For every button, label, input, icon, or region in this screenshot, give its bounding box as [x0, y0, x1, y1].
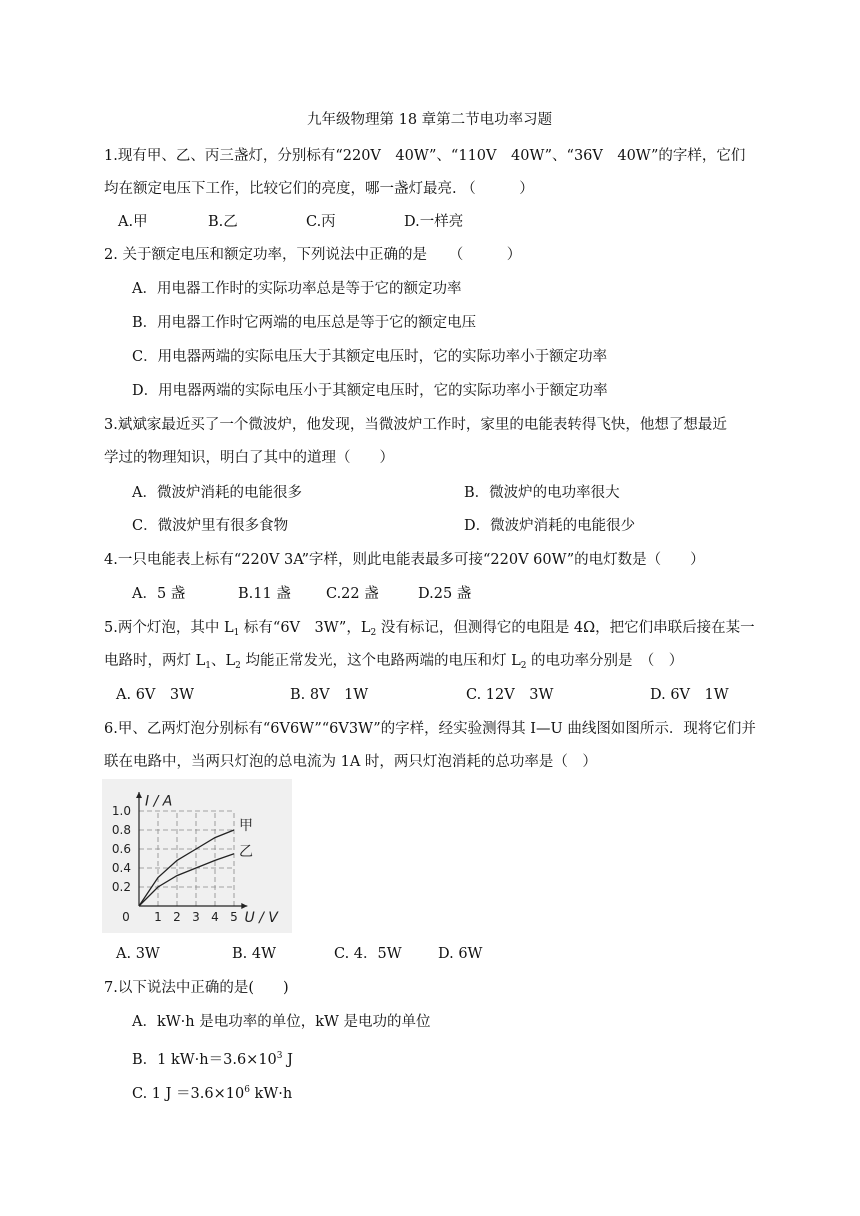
question-2-option-a: A．用电器工作时的实际功率总是等于它的额定功率	[132, 281, 462, 297]
x-tick-label: 0	[122, 910, 130, 924]
x-tick-label: 5	[230, 910, 238, 924]
question-2-option-b: B．用电器工作时它两端的电压总是等于它的额定电压	[132, 315, 477, 331]
y-tick-label: 1.0	[111, 804, 131, 818]
y-axis-arrow	[136, 792, 142, 798]
question-5-option-a: A. 6V 3W	[116, 687, 195, 703]
x-tick-label: 4	[211, 910, 219, 924]
question-4-option-c: C.22 盏	[326, 586, 379, 602]
question-2-option-d: D．用电器两端的实际电压小于其额定电压时，它的实际功率小于额定功率	[132, 383, 608, 399]
question-4-text: 4.一只电能表上标有“220V 3A”字样，则此电能表最多可接“220V 60W”的电灯数是（ ）	[104, 552, 705, 568]
y-tick-label: 0.6	[111, 842, 131, 856]
question-1-text: 1.现有甲、乙、丙三盏灯，分别标有“220V 40W”、“110V 40W”、“36V 40W”的字样，它们	[104, 148, 746, 164]
question-1-option-a: A.甲	[118, 214, 148, 230]
y-tick-label: 0.8	[111, 823, 131, 837]
question-4-option-d: D.25 盏	[418, 586, 472, 602]
question-2-option-c: C．用电器两端的实际电压大于其额定电压时，它的实际功率小于额定功率	[132, 349, 608, 365]
x-axis-arrow	[241, 903, 247, 909]
x-tick-label: 2	[173, 910, 181, 924]
question-5-text: 5.两个灯泡，其中 $L_1$ 标有“6V 3W”，$L_2$ 没有标记，但测得它的电阻是 4Ω，把它们串联后接在某一	[104, 620, 755, 638]
x-axis-label: U / V	[244, 910, 278, 926]
question-6-option-d: D. 6W	[438, 946, 483, 962]
question-7-option-a: A．kW·h 是电功率的单位，kW 是电功的单位	[132, 1014, 431, 1030]
question-6-option-c: C. 4．5W	[334, 946, 402, 962]
question-6-text: 6.甲、乙两灯泡分别标有“6V6W”“6V3W”的字样，经实验测得其 I—U 曲线图如图所示．现将它们并	[104, 721, 756, 737]
series-curve-1	[139, 854, 234, 906]
question-3-option-a: A．微波炉消耗的电能很多	[132, 485, 302, 501]
question-6-option-b: B. 4W	[232, 946, 277, 962]
question-5-text-cont: 电路时，两灯 $L_1$、$L_2$ 均能正常发光，这个电路两端的电压和灯 $L_2$ 的电功率分别是 （ ）	[104, 653, 684, 671]
question-5-option-d: D. 6V 1W	[650, 687, 729, 703]
question-1-option-b: B.乙	[208, 214, 238, 230]
question-3-option-d: D．微波炉消耗的电能很少	[464, 518, 636, 534]
question-7-option-b: B．1 $kW\cdot h=3.6\times 10^3$ J	[132, 1051, 293, 1068]
question-6-option-a: A. 3W	[116, 946, 160, 962]
question-5-option-b: B. 8V 1W	[290, 687, 369, 703]
question-6-text-cont: 联在电路中，当两只灯泡的总电流为 1A 时，两只灯泡消耗的总功率是（ ）	[104, 754, 597, 770]
question-2-text: 2. 关于额定电压和额定功率，下列说法中正确的是 （ ）	[104, 247, 522, 263]
question-3-text: 3.斌斌家最近买了一个微波炉，他发现，当微波炉工作时，家里的电能表转得飞快，他想了想最近	[104, 417, 727, 433]
question-1-option-d: D.一样亮	[404, 214, 464, 230]
question-1-text-cont: 均在额定电压下工作，比较它们的亮度，哪一盏灯最亮. （ ）	[104, 181, 534, 197]
question-3-option-b: B．微波炉的电功率很大	[464, 485, 620, 501]
question-5-option-c: C. 12V 3W	[466, 687, 554, 703]
question-4-option-a: A．5 盏	[132, 586, 186, 602]
question-7-text: 7.以下说法中正确的是( )	[104, 980, 289, 996]
x-tick-label: 1	[154, 910, 162, 924]
x-tick-label: 3	[192, 910, 200, 924]
question-3-text-cont: 学过的物理知识，明白了其中的道理（ ）	[104, 450, 394, 466]
y-tick-label: 0.4	[111, 861, 131, 875]
y-tick-label: 0.2	[111, 880, 131, 894]
iu-curve-graph	[102, 779, 292, 933]
y-axis-label: I / A	[145, 793, 173, 810]
question-7-option-c: C. 1 $J =3.6\times 10^6$ kW·h	[132, 1085, 293, 1102]
question-3-option-c: C．微波炉里有很多食物	[132, 518, 289, 534]
question-4-option-b: B.11 盏	[238, 586, 291, 602]
page-title: 九年级物理第 18 章第二节电功率习题	[307, 112, 553, 128]
series-label-1: 乙	[239, 843, 253, 860]
iu-curve-svg	[102, 779, 292, 933]
series-label-0: 甲	[239, 818, 253, 834]
question-1-option-c: C.丙	[306, 214, 336, 230]
